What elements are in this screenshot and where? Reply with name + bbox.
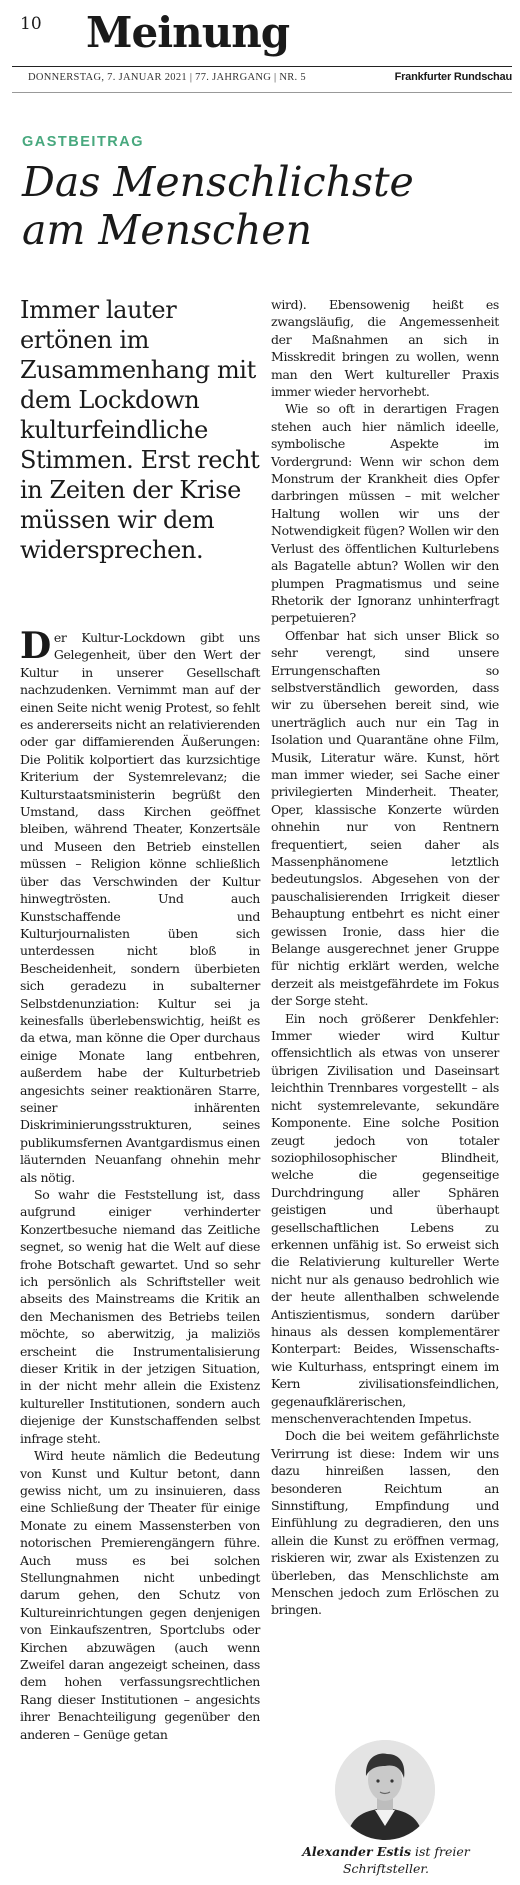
article-paragraph: Doch die bei weitem gefährlichste Verirrung ist diese: Indem wir uns dazu hinreißen lassen, den besonderen Reichtum an Sinnstiftung, Empfindung und Einfühlung zu degradieren, den uns allein die Kunst zu eröffnen vermag, riskieren wir, zwar als Existenzen zu überleben, das Menschlichste am Menschen jedoch zum Erlöschen zu bringen. [271, 1428, 499, 1618]
author-caption [272, 1843, 500, 1877]
article-lead: Immer lauter ertönen im Zusammenhang mit dem Lockdown kulturfeindliche Stimmen. Erst recht in Zeiten der Krise müssen wir dem widersprechen. [20, 296, 260, 564]
author-bio: ist freier Schriftsteller. [342, 1844, 470, 1876]
author-portrait-icon [335, 1740, 435, 1840]
article-body-right [271, 296, 499, 1619]
masthead-rule [12, 66, 512, 67]
drop-cap: D [20, 625, 51, 667]
article-kicker: GASTBEITRAG [22, 134, 145, 150]
article-paragraph: Wird heute nämlich die Bedeutung von Kunst und Kultur betont, dann gewiss nicht, um zu insinuieren, dass eine Schließung der Theater für einige Monate zu einem Massensterben von notorischen Premierengängern führe. Auch muss es bei solchen Stellungnahmen nicht unbedingt darum gehen, den Schutz von Kultureinrichtungen gegen denjenigen von Einkaufszentren, Sportclubs oder Kirchen abzuwägen (auch wenn Zweifel daran angezeigt scheinen, dass dem hohen verfassungsrechtlichen Rang dieser Institutionen – angesichts ihrer Benachteiligung gegenüber den anderen – Genüge getan [20, 1448, 260, 1742]
section-title: Meinung [86, 8, 290, 57]
author-name: Alexander Estis [302, 1844, 412, 1859]
article-paragraph: Ein noch größerer Denkfehler: Immer wieder wird Kultur offensichtlich als etwas von unserer übrigen Zivilisation und Daseinsart leichthin Trennbares vorgestellt – als nicht systemrelevante, sekundäre Komponente. Eine solche Position zeugt jedoch von totaler soziophilosophischer Blindheit, welche die gegenseitige Durchdringung aller Sphären geistigen und überhaupt gesellschaftlichen Lebens zu erkennen unfähig ist. So erweist sich die Relativierung kultureller Werte nicht nur als genauso bedrohlich wie der heute allenthalben schwelende Antiszientismus, sondern darüber hinaus als dessen komplementärer Konterpart: Beides, Wissenschafts- wie Kulturhass, entspringt einem im Kern zivilisationsfeindlichen, gegenaufklärerischen, menschenverachtenden Impetus. [271, 1010, 499, 1426]
page-number: 10 [20, 14, 42, 34]
article-paragraph: So wahr die Feststellung ist, dass aufgrund einiger verhinderter Konzertbesuche niemand das Zeitliche segnet, so wenig hat die Welt auf diese frohe Botschaft gewartet. Und so sehr ich persönlich als Schriftsteller weit abseits des Mainstreams die Kritik an den Mechanismen des Betriebs teilen möchte, so aberwitzig, ja maliziös erscheint die Instrumentalisierung dieser Kritik in der jetzigen Situation, in der nicht mehr allein die Existenz kultureller Institutionen, sondern auch diejenige der Kunstschaffenden selbst infrage steht. [20, 1187, 260, 1446]
article-headline: Das Menschlichste am Menschen [22, 158, 414, 254]
article-body-left [20, 625, 261, 1743]
author-photo [335, 1740, 435, 1840]
article-column-right [271, 296, 499, 1619]
article-paragraph: Offenbar hat sich unser Blick so sehr verengt, sind unsere Errungenschaften so selbstverständlich geworden, dass wir zu übersehen bereit sind, wie unerträglich auch nur ein Tag in Isolation und Quarantäne ohne Film, Musik, Literatur wäre. Kunst, hört man immer wieder, sei Sache einer privilegierten Minderheit. Theater, Oper, klassische Konzerte würden ohnehin nur von Rentnern frequentiert, seien daher als Massenphänomene letztlich bedeutungslos. Abgesehen von der pauschalisierenden Irrigkeit dieser Behauptung entbehrt es nicht einer gewissen Ironie, dass hier die Belange ausgerechnet jener Gruppe für nichtig erklärt werden, welche derzeit als meistgefährdete im Fokus der Sorge steht. [271, 627, 499, 1009]
article-paragraph: wird). Ebensowenig heißt es zwangsläufig, die Angemessenheit der Maßnahmen an sich in Misskredit bringen zu wollen, wenn man den Wert kultureller Praxis immer wieder hervorhebt. [271, 297, 499, 400]
article-column-left [20, 295, 260, 1743]
dateline-rule [12, 92, 512, 93]
article-paragraph: Der Kultur-Lockdown gibt uns Gelegenheit, über den Wert der Kultur in unserer Gesellschaft nachzudenken. Vernimmt man auf der einen Seite nicht wenig Protest, so fehlt es andererseits nicht an relativierenden oder gar diffamierenden Äußerungen: Die Politik kolportiert das kurzsichtige Kriterium der Systemrelevanz; die Kulturstaatsministerin begrüßt den Umstand, dass Kirchen geöffnet bleiben, während Theater, Konzertsäle und Museen den Betrieb einstellen müssen – Religion könne schließlich über das Verschwinden der Kultur hinwegtrösten. Und auch Kunstschaffende und Kulturjournalisten üben sich unterdessen nicht bloß in Bescheidenheit, sondern überbieten sich geradezu in subalterner Selbstdenunziation: Kultur sei ja keinesfalls überlebenswichtig, heißt es da etwa, man könne die Oper durchaus einige Monate lang entbehren, außerdem habe der Kulturbetrieb angesichts seiner reaktionären Starre, seiner inhärenten Diskriminierungsstrukturen, seines publikumsfernen Avantgardismus einen läuternden Neuanfang ohnehin mehr als nötig. [20, 625, 261, 1185]
newspaper-brand: Frankfurter Rundschau [394, 71, 512, 83]
dateline: DONNERSTAG, 7. JANUAR 2021 | 77. JAHRGANG | NR. 5 [28, 72, 306, 83]
article-paragraph: Wie so oft in derartigen Fragen stehen auch hier nämlich ideelle, symbolische Aspekte im Vordergrund: Wenn wir schon dem Monstrum der Krankheit dies Opfer darbringen müssen – mit welcher Haltung wollen wir uns der Notwendigkeit fügen? Wollen wir den Verlust des öffentlichen Kulturlebens als Bagatelle abtun? Wollen wir den plumpen Pragmatismus und seine Rhetorik der Ignoranz unhinterfragt perpetuieren? [271, 401, 499, 626]
masthead [14, 0, 512, 62]
